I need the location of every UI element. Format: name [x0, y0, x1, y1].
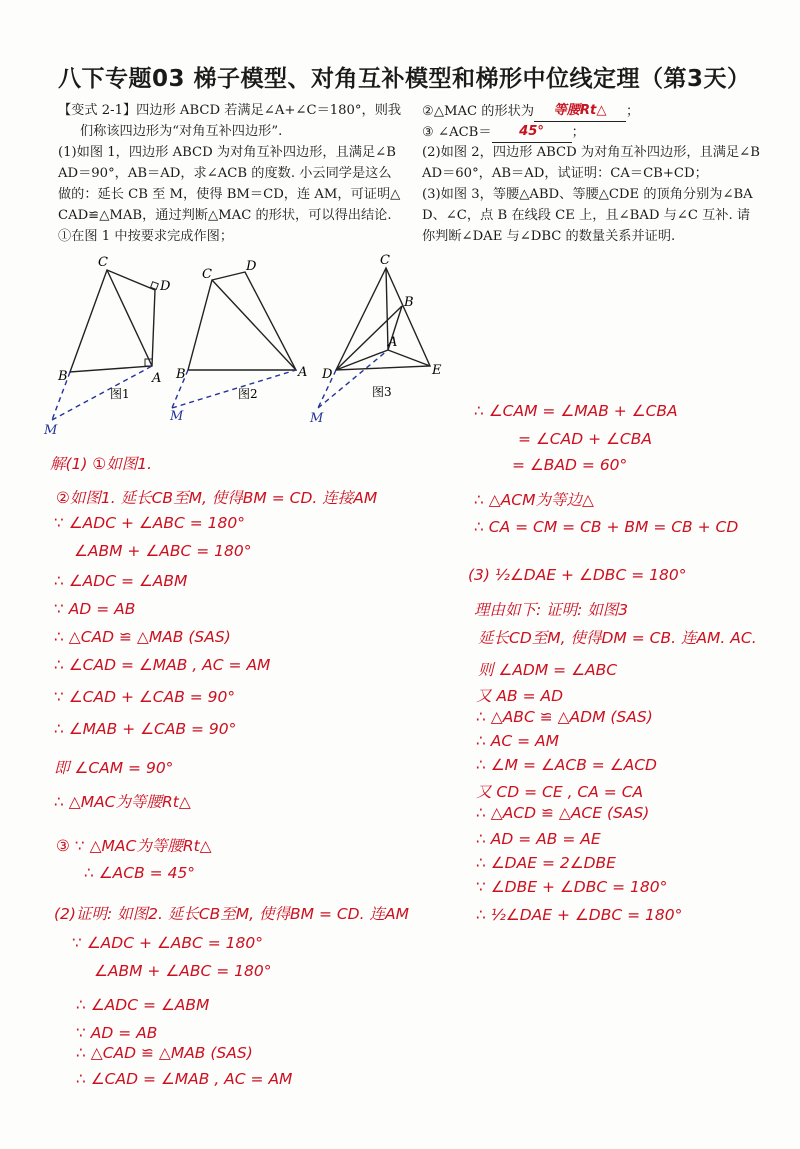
solution-line: ∴ △CAD ≌ △MAB (SAS)	[76, 1044, 253, 1062]
solution-line: ∴ AC = AM	[476, 732, 560, 750]
question-3-prefix: ③ ∠ACB＝	[422, 125, 492, 140]
solution-line: 理由如下: 证明: 如图3	[474, 601, 629, 619]
problem-line: ①在图 1 中按要求完成作图；	[58, 229, 234, 244]
solution-line: ∠ABM + ∠ABC = 180°	[74, 542, 252, 560]
fig3-label-b: B	[404, 295, 414, 310]
problem-line: D、∠C，点 B 在线段 CE 上，且∠BAD 与∠C 互补. 请	[422, 208, 751, 223]
solution-line: ②如图1. 延长CB至M, 使得BM = CD. 连接AM	[56, 489, 378, 507]
fig2-label-a: A	[298, 365, 308, 380]
solution-line: 延长CD至M, 使得DM = CB. 连AM. AC.	[478, 629, 757, 647]
solution-line: ∴ ½∠DAE + ∠DBC = 180°	[476, 906, 683, 924]
fig3-caption: 图3	[372, 385, 392, 399]
geometry-figures	[0, 248, 800, 438]
solution-line: ∴ ∠ACB = 45°	[84, 864, 196, 882]
solution-line: ∴ △ACD ≌ △ACE (SAS)	[476, 804, 650, 822]
fig3-label-c: C	[380, 253, 390, 268]
fig2-label-d: D	[246, 259, 257, 274]
solution-line: (3) ½∠DAE + ∠DBC = 180°	[468, 566, 687, 584]
solution-line: ∴ ∠MAB + ∠CAB = 90°	[54, 720, 237, 738]
fig1-label-m: M	[44, 423, 58, 438]
question-3-suffix: ；	[571, 125, 585, 140]
solution-line: ∴ AD = AB = AE	[476, 830, 601, 848]
fig2-label-m: M	[170, 409, 184, 424]
fig3-label-a: A	[388, 335, 398, 350]
solution-line: = ∠CAD + ∠CBA	[518, 430, 652, 448]
solution-line: ∴ ∠CAM = ∠MAB + ∠CBA	[474, 402, 678, 420]
question-3-answer: 45°	[519, 124, 545, 139]
problem-line: (1)如图 1，四边形 ABCD 为对角互补四边形，且满足∠B	[58, 145, 396, 160]
question-2-answer: 等腰Rt△	[553, 103, 607, 118]
solution-line: 解(1) ①如图1.	[50, 455, 153, 473]
solution-line: ∵ AD = AB	[76, 1024, 158, 1042]
fig2-label-b: B	[176, 367, 186, 382]
solution-line: 又 CD = CE , CA = CA	[476, 783, 644, 801]
solution-line: ∴ CA = CM = CB + BM = CB + CD	[474, 518, 739, 536]
solution-line: ∴ ∠CAD = ∠MAB , AC = AM	[54, 656, 271, 674]
question-3-line	[422, 121, 585, 143]
solution-line: 即 ∠CAM = 90°	[54, 759, 174, 777]
problem-line: AD＝90°，AB＝AD，求∠ACB 的度数. 小云同学是这么	[58, 166, 392, 181]
fig1-caption: 图1	[110, 387, 130, 401]
fig3-label-e: E	[432, 363, 442, 378]
fig2-label-c: C	[202, 267, 212, 282]
fig2-caption: 图2	[238, 387, 258, 401]
problem-line: 们称该四边形为“对角互补四边形”.	[80, 124, 283, 139]
fig1-label-c: C	[98, 255, 108, 270]
solution-line: ∴ △MAC为等腰Rt△	[54, 793, 191, 811]
problem-line: 你判断∠DAE 与∠DBC 的数量关系并证明.	[422, 229, 676, 244]
solution-line: (2)证明: 如图2. 延长CB至M, 使得BM = CD. 连AM	[54, 905, 409, 923]
solution-line: 又 AB = AD	[476, 687, 564, 705]
fig3-label-m: M	[310, 411, 324, 426]
solution-line: ∵ AD = AB	[54, 600, 136, 618]
solution-line: ∴ △ABC ≌ △ADM (SAS)	[476, 708, 653, 726]
solution-line: ∴ ∠CAD = ∠MAB , AC = AM	[76, 1070, 293, 1088]
fig1-label-d: D	[160, 279, 171, 294]
problem-line: 【变式 2-1】四边形 ABCD 若满足∠A+∠C＝180°，则我	[58, 103, 402, 118]
solution-line: ∵ ∠DBE + ∠DBC = 180°	[476, 878, 668, 896]
solution-line: ③ ∵ △MAC为等腰Rt△	[56, 837, 212, 855]
fig3-label-d: D	[322, 367, 333, 382]
solution-line: ∴ ∠ADC = ∠ABM	[54, 572, 188, 590]
problem-line: (3)如图 3，等腰△ABD、等腰△CDE 的顶角分别为∠BA	[422, 187, 753, 202]
problem-line: 做的：延长 CB 至 M，使得 BM＝CD，连 AM，可证明△	[58, 187, 401, 202]
solution-line: = ∠BAD = 60°	[512, 456, 628, 474]
solution-line: ∴ △ACM为等边△	[474, 491, 594, 509]
solution-line: ∠ABM + ∠ABC = 180°	[94, 962, 272, 980]
figure-2	[172, 272, 296, 408]
solution-line: ∴ ∠DAE = 2∠DBE	[476, 854, 616, 872]
solution-line: ∵ ∠ADC + ∠ABC = 180°	[54, 514, 246, 532]
fig1-label-b: B	[58, 369, 68, 384]
problem-line: (2)如图 2，四边形 ABCD 为对角互补四边形，且满足∠B	[422, 145, 760, 160]
solution-line: ∴ △CAD ≌ △MAB (SAS)	[54, 628, 231, 646]
solution-line: ∵ ∠ADC + ∠ABC = 180°	[72, 934, 264, 952]
question-2-prefix: ②△MAC 的形状为	[422, 104, 535, 119]
solution-line: ∴ ∠M = ∠ACB = ∠ACD	[476, 756, 657, 774]
solution-line: ∵ ∠CAD + ∠CAB = 90°	[54, 688, 236, 706]
page-title: 八下专题03 梯子模型、对角互补模型和梯形中位线定理（第3天）	[58, 66, 751, 92]
figure-1	[52, 270, 158, 420]
solution-line: ∴ ∠ADC = ∠ABM	[76, 996, 210, 1014]
problem-line: AD＝60°，AB＝AD，试证明：CA＝CB+CD；	[422, 166, 708, 181]
problem-line: CAD≌△MAB，通过判断△MAC 的形状，可以得出结论.	[58, 208, 392, 223]
question-2-line	[422, 100, 639, 122]
fig1-label-a: A	[152, 371, 162, 386]
question-2-suffix: ；	[626, 104, 640, 119]
solution-line: 则 ∠ADM = ∠ABC	[478, 661, 618, 679]
